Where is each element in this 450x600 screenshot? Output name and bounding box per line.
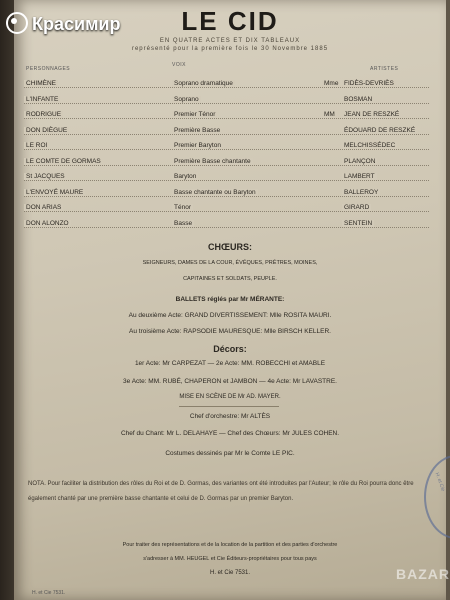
role-name: L'INFANTE <box>26 95 59 103</box>
artist-prefix: MM <box>324 111 335 118</box>
plate-number: H. et Cie 7531. <box>209 570 251 576</box>
cast-row <box>24 142 429 153</box>
publisher-stamp <box>424 455 450 539</box>
dotted-leader <box>24 165 429 166</box>
watermark-brand: Красимир <box>32 14 121 34</box>
role-name: L'ENVOYÉ MAURE <box>26 188 84 196</box>
costumes-credit: Costumes dessinés par Mr le Comte LE PIC. <box>165 450 295 457</box>
watermark-logo <box>6 12 120 35</box>
logo-mark-icon <box>6 12 28 34</box>
dotted-leader <box>24 87 429 88</box>
role-name: LE ROI <box>26 142 48 149</box>
cast-row <box>24 220 429 231</box>
cast-row <box>24 96 429 107</box>
dotted-leader <box>24 149 429 150</box>
role-name: DON ARIAS <box>26 204 62 211</box>
dotted-leader <box>24 227 429 228</box>
dotted-leader <box>24 180 429 181</box>
chef-chant: Chef du Chant: Mr L. DELAHAYE — Chef des Chœurs: Mr JULES COHEN. <box>120 430 340 437</box>
role-name: DON DIÈGUE <box>26 126 68 134</box>
choeurs-line-1: SEIGNEURS, DAMES DE LA COUR, ÉVÊQUES, PRÊTRES, MOINES, <box>142 260 318 266</box>
header-artistes: ARTISTES <box>370 66 399 72</box>
ballets-line: BALLETS réglés par Mr MÉRANTE: <box>175 296 285 303</box>
subtitle-acts: EN QUATRE ACTES ET DIX TABLEAUX <box>159 38 301 44</box>
role-name: LE COMTE DE GORMAS <box>26 157 101 165</box>
voice-type: Premier Baryton <box>174 142 221 149</box>
artist-name: PLANÇON <box>344 157 376 165</box>
voice-type: Première Basse <box>174 126 221 134</box>
nota-text: NOTA. Pour faciliter la distribution des rôles du Roi et de D. Gormas, des variantes ont été introduites par l'Auteur; le rôle du Roi pourra donc être également chanté par une première basse chantante et celui de D. Gormas par un premier Baryton. <box>28 481 414 502</box>
ballet-act-2: Au deuxième Acte: GRAND DIVERTISSEMENT: Mlle ROSITA MAURI. <box>128 312 332 319</box>
footer-code: H. et Cie 7531. <box>32 590 66 596</box>
subtitle-premiere: représenté pour la première fois le 30 Novembre 1885 <box>131 46 329 52</box>
artist-name: MELCHISSÉDEC <box>344 142 396 149</box>
cast-row <box>24 204 429 215</box>
role-name: St JACQUES <box>26 173 65 180</box>
voice-type: Soprano <box>174 95 199 103</box>
cast-row <box>24 127 429 138</box>
artist-name: ÉDOUARD DE RESZKÉ <box>344 126 416 134</box>
artist-name: LAMBERT <box>344 173 375 180</box>
voice-type: Ténor <box>174 204 191 211</box>
cast-row <box>24 189 429 200</box>
artist-name: BOSMAN <box>344 95 373 103</box>
role-name: DON ALONZO <box>26 219 69 227</box>
bazar-watermark: BAZAR <box>396 566 450 582</box>
voice-type: Soprano dramatique <box>174 80 233 87</box>
cast-row <box>24 80 429 91</box>
decors-heading: Décors: <box>213 344 247 354</box>
separator <box>179 406 279 407</box>
voice-type: Premier Ténor <box>174 111 216 118</box>
dotted-leader <box>24 118 429 119</box>
ballet-act-3: Au troisième Acte: RAPSODIE MAURESQUE: Mlle BIRSCH KELLER. <box>129 328 331 335</box>
rights-line-2: s'adresser à MM. HEUGEL et Cie Éditeurs-propriétaires pour tous pays <box>143 556 317 562</box>
dotted-leader <box>24 211 429 212</box>
header-voix: VOIX <box>172 62 186 68</box>
choeurs-line-2: CAPITAINES ET SOLDATS, PEUPLE. <box>183 276 277 282</box>
choeurs-heading: CHŒURS: <box>208 242 252 252</box>
dotted-leader <box>24 103 429 104</box>
rights-line-1: Pour traiter des représentations et de la location de la partition et des parties d'orchestre <box>122 542 338 548</box>
dotted-leader <box>24 196 429 197</box>
artist-name: GIRARD <box>344 204 370 211</box>
chef-orchestre: Chef d'orchestre: Mr ALTÈS <box>189 413 271 420</box>
stamp-text: H. et Cie <box>433 471 446 493</box>
artist-name: SENTEIN <box>344 219 373 227</box>
decors-line-2: 3e Acte: MM. RUBÉ, CHAPERON et JAMBON — 4e Acte: Mr LAVASTRE. <box>123 378 337 385</box>
decors-line-1: 1er Acte: Mr CARPEZAT — 2e Acte: MM. ROBECCHI et AMABLE <box>134 360 326 367</box>
page-title: LE CID <box>181 6 279 36</box>
role-name: CHIMÈNE <box>26 80 56 87</box>
voice-type: Basse <box>174 219 193 227</box>
cast-row <box>24 173 429 184</box>
mise-en-scene: MISE EN SCÈNE DE Mr AD. MAYER. <box>179 394 281 400</box>
cast-row <box>24 111 429 122</box>
voice-type: Baryton <box>174 173 197 180</box>
artist-prefix: Mme <box>324 80 339 87</box>
role-name: RODRIGUE <box>26 111 62 118</box>
header-personnages: PERSONNAGES <box>26 66 71 72</box>
artist-name: BALLEROY <box>344 188 379 196</box>
artist-name: FIDÈS-DEVRIÈS <box>344 80 394 87</box>
libretto-page <box>14 0 446 600</box>
dotted-leader <box>24 134 429 135</box>
cast-row <box>24 158 429 169</box>
voice-type: Première Basse chantante <box>174 157 251 165</box>
artist-name: JEAN DE RESZKÉ <box>344 111 400 118</box>
voice-type: Basse chantante ou Baryton <box>174 188 256 196</box>
